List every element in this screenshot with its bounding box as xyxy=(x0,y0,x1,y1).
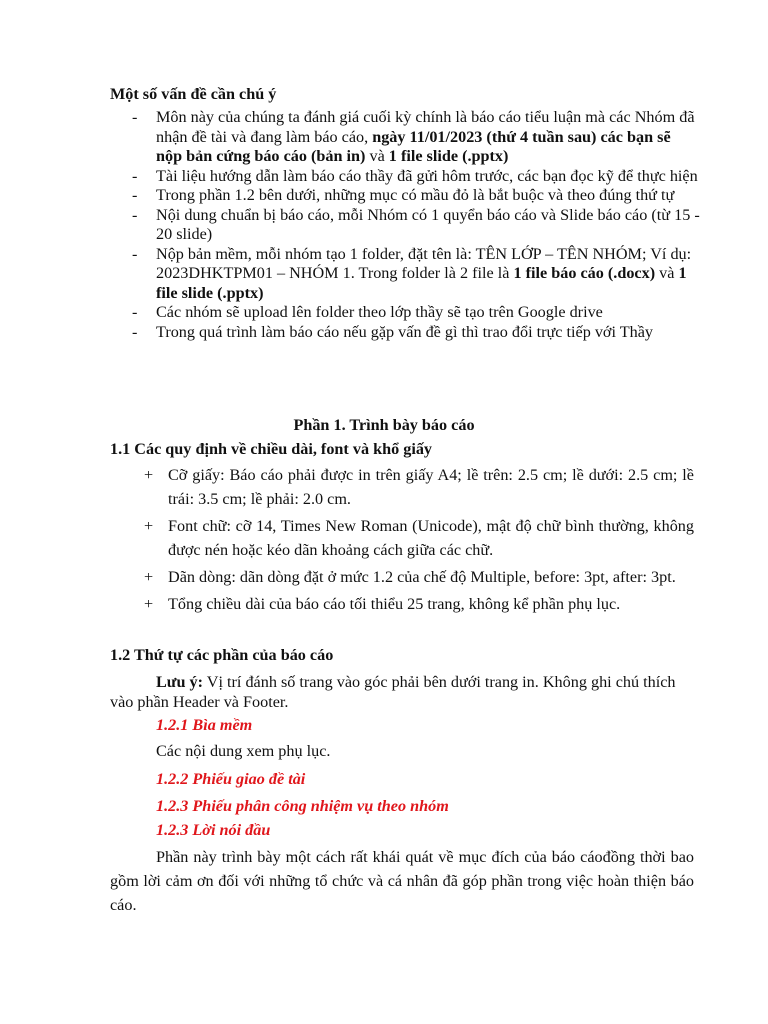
body-paragraph: Phần này trình bày một cách rất khái quát về mục đích của báo cáođồng thời bao gồm lời cảm ơn đối với những tổ chức và cá nhân đã góp phần trong việc hoàn thiện báo cáo. xyxy=(110,848,694,914)
list-item xyxy=(110,565,694,589)
list-item-text: Nộp bản mềm, mỗi nhóm tạo 1 folder, đặt tên là: TÊN LỚP – TÊN NHÓM; Ví dụ: 2023DHKTPM01 – NHÓM 1. Trong folder là 2 file là xyxy=(156,244,692,282)
note-paragraph xyxy=(110,672,694,712)
format-rules-list xyxy=(110,463,694,619)
list-item-text: Dãn dòng: dãn dòng đặt ở mức 1.2 của chế độ Multiple, before: 3pt, after: 3pt. xyxy=(168,568,676,586)
plus-bullet: + xyxy=(144,466,154,484)
list-item-text: Font chữ: cỡ 14, Times New Roman (Unicode), mật độ chữ bình thường, không được nén hoặc kéo dãn khoảng cách giữa các chữ. xyxy=(168,517,694,559)
dash-bullet: - xyxy=(132,108,138,126)
list-item xyxy=(110,463,694,511)
dash-bullet: - xyxy=(132,244,138,263)
list-item xyxy=(110,206,700,245)
list-item-text: Các nhóm sẽ upload lên folder theo lớp thầy sẽ tạo trên Google drive xyxy=(156,303,603,321)
dash-bullet: - xyxy=(132,166,138,185)
list-item-text: và xyxy=(365,147,389,165)
plus-bullet: + xyxy=(144,568,154,586)
list-item-text: Trong quá trình làm báo cáo nếu gặp vấn đề gì thì trao đổi trực tiếp với Thầy xyxy=(156,322,654,341)
plus-bullet: + xyxy=(144,517,154,535)
list-item-text: Cỡ giấy: Báo cáo phải được in trên giấy A4; lề trên: 2.5 cm; lề dưới: 2.5 cm; lề trái: 3.5 cm; lề phải: 2.0 cm. xyxy=(168,466,694,508)
notes-list xyxy=(110,108,700,342)
list-item xyxy=(110,108,700,167)
subsection-text: Các nội dung xem phụ lục. xyxy=(156,742,331,760)
list-item-text: Tổng chiều dài của báo cáo tối thiểu 25 trang, không kể phần phụ lục. xyxy=(168,595,621,613)
list-item-text: 1 file slide (.pptx) xyxy=(388,147,509,165)
list-item xyxy=(110,186,700,206)
plus-bullet: + xyxy=(144,595,154,613)
list-item xyxy=(110,303,700,323)
dash-bullet: - xyxy=(132,205,138,224)
list-item-text: Môn này của chúng ta đánh giá cuối kỳ chính là báo cáo tiểu luận mà các Nhóm đã nhận đề tài và đang làm báo cáo, xyxy=(156,108,695,146)
subsection-heading: 1.2.1 Bìa mềm xyxy=(156,716,253,734)
list-item-text: Nội dung chuẩn bị báo cáo, mỗi Nhóm có 1 quyển báo cáo và Slide báo cáo (từ 15 - 20 slide) xyxy=(156,205,700,243)
list-item-text: 1 file báo cáo (.docx) xyxy=(513,264,656,282)
list-item-text: ngày 11/01/2023 (thứ 4 tuần sau) các bạn sẽ nộp bản cứng báo cáo (bản in) xyxy=(156,127,671,165)
dash-bullet: - xyxy=(132,303,138,321)
list-item xyxy=(110,167,700,187)
section-heading-1-2: 1.2 Thứ tự các phần của báo cáo xyxy=(110,646,334,664)
subsection-heading: 1.2.3 Phiếu phân công nhiệm vụ theo nhóm xyxy=(156,797,449,815)
subsection-heading: 1.2.3 Lời nói đầu xyxy=(156,821,271,839)
list-item xyxy=(110,592,694,616)
note-label: Lưu ý: xyxy=(156,673,204,691)
list-item-text: và xyxy=(655,264,679,282)
list-item xyxy=(110,245,700,304)
notes-heading: Một số vấn đề cần chú ý xyxy=(110,85,277,103)
list-item-text: Tài liệu hướng dẫn làm báo cáo thầy đã gửi hôm trước, các bạn đọc kỹ để thực hiện xyxy=(156,166,698,185)
list-item-text: Trong phần 1.2 bên dưới, những mục có mầu đỏ là bắt buộc và theo đúng thứ tự xyxy=(156,186,675,204)
subsection-heading: 1.2.2 Phiếu giao đề tài xyxy=(156,770,306,788)
dash-bullet: - xyxy=(132,186,138,204)
list-item-text: 1 file slide (.pptx) xyxy=(156,264,687,302)
list-item xyxy=(110,514,694,562)
list-item xyxy=(110,323,700,343)
part-title: Phần 1. Trình bày báo cáo xyxy=(293,416,475,434)
dash-bullet: - xyxy=(132,322,138,341)
note-text: Vị trí đánh số trang vào góc phải bên dưới trang in. Không ghi chú thích vào phần Header và Footer. xyxy=(110,673,676,711)
section-heading-1-1: 1.1 Các quy định về chiều dài, font và khổ giấy xyxy=(110,440,433,458)
